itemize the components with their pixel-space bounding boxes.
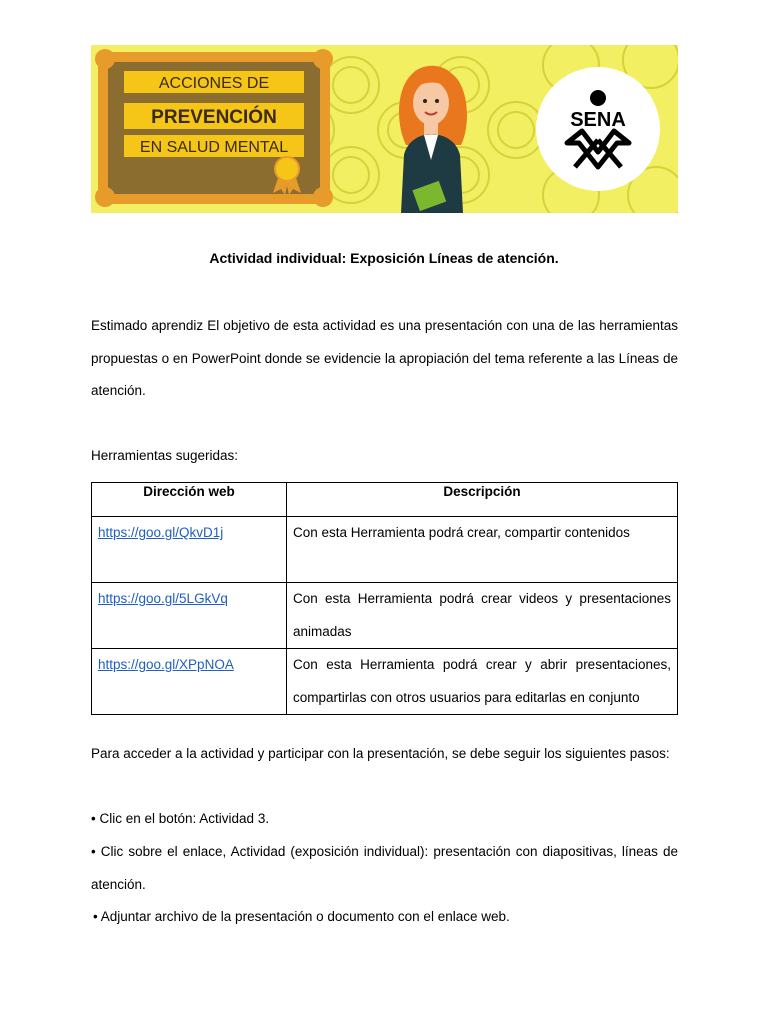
step-item: • Clic en el botón: Actividad 3.: [91, 811, 270, 826]
table-row: [92, 517, 678, 583]
woman-illustration: [399, 66, 467, 213]
tool-link[interactable]: https://goo.gl/XPpNOA: [98, 657, 234, 672]
tools-label: Herramientas sugeridas:: [91, 448, 239, 463]
banner-line-1: ACCIONES DE: [158, 75, 270, 92]
tool-description: Con esta Herramienta podrá crear videos y presentaciones animadas: [287, 583, 678, 649]
tool-description: Con esta Herramienta podrá crear y abrir presentaciones, compartirlas con otros usuarios para editarlas en conjunto: [287, 649, 678, 715]
banner-line-2: PREVENCIÓN: [151, 107, 277, 128]
column-header-description: Descripción: [287, 483, 678, 517]
table-row: [92, 583, 678, 649]
column-header-url: Dirección web: [92, 483, 287, 517]
tools-table: [91, 482, 678, 715]
page-title: Actividad individual: Exposición Líneas de atención.: [209, 250, 559, 266]
tool-link[interactable]: https://goo.gl/5LGkVq: [98, 591, 228, 606]
tool-link[interactable]: https://goo.gl/QkvD1j: [98, 525, 224, 540]
step-item: • Clic sobre el enlace, Actividad (exposición individual): presentación con diapositivas, líneas de atención.: [91, 844, 678, 892]
table-row: [92, 649, 678, 715]
header-banner: [91, 45, 678, 213]
sena-logo-text: SENA: [570, 109, 626, 131]
table-header-row: [92, 483, 678, 517]
banner-line-3: EN SALUD MENTAL: [139, 139, 289, 156]
tool-description: Con esta Herramienta podrá crear, compartir contenidos: [287, 517, 678, 583]
steps-intro: Para acceder a la actividad y participar con la presentación, se debe seguir los siguientes pasos:: [91, 746, 670, 761]
banner-illustration: [91, 45, 678, 213]
step-item: • Adjuntar archivo de la presentación o documento con el enlace web.: [93, 909, 510, 924]
board: [95, 49, 333, 207]
intro-paragraph: Estimado aprendiz El objetivo de esta actividad es una presentación con una de las herramientas propuestas o en PowerPoint donde se evidencie la apropiación del tema referente a las Líneas de atención.: [91, 318, 678, 398]
